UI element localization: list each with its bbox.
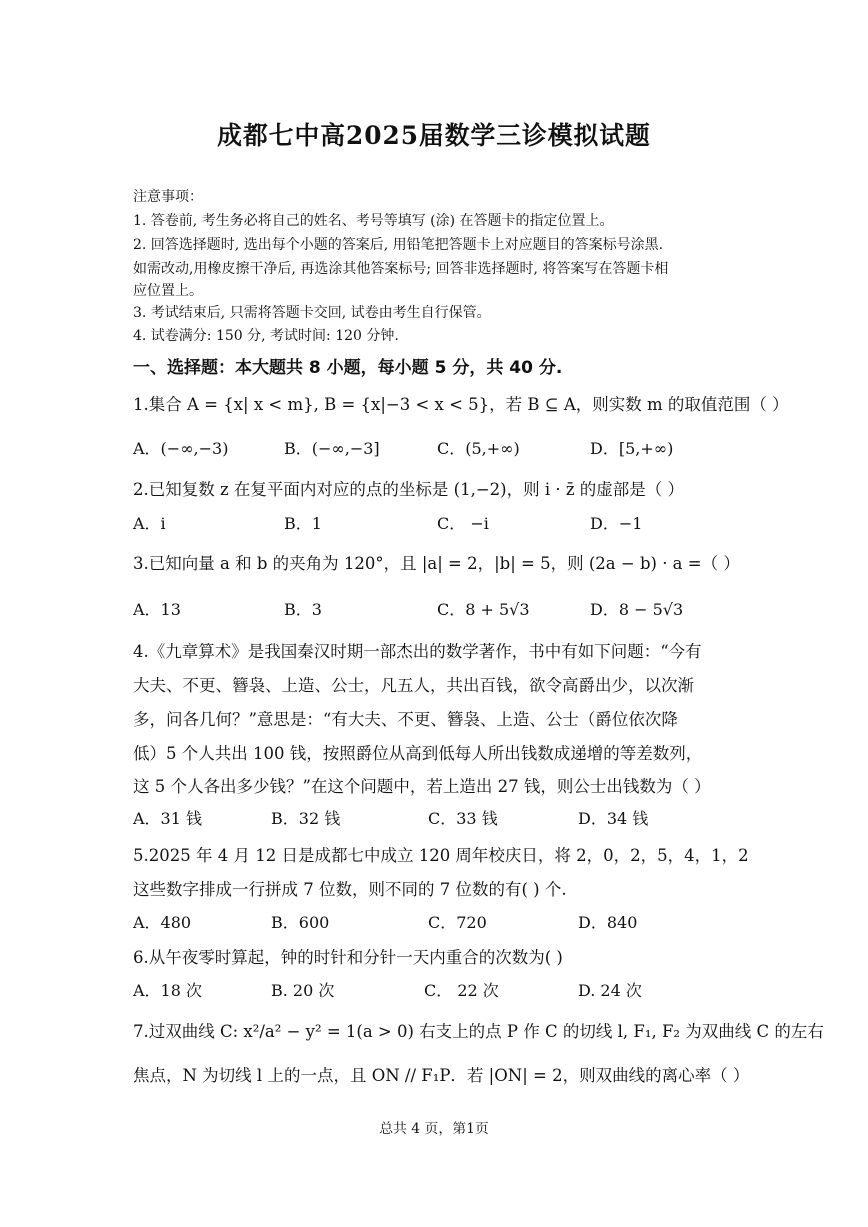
note-2-end: 应位置上。 — [133, 283, 203, 299]
question-4-line-5: 这 5 个人各出多少钱？”在这个问题中，若上造出 27 钱，则公士出钱数为（ ） — [133, 777, 711, 796]
question-3-option-c: C．8 + 5√3 — [437, 600, 530, 619]
question-5-option-b: B．600 — [271, 913, 330, 932]
question-3-stem: 3.已知向量 a 和 b 的夹角为 120°，且 |a| = 2，|b| = 5，则 (2a − b) · a =（ ） — [133, 554, 740, 573]
question-7-line-2: 焦点，N 为切线 l 上的一点，且 ON // F₁P．若 |ON| = 2，则双曲线的离心率（ ） — [133, 1066, 750, 1085]
question-2-option-a: A．i — [133, 514, 166, 533]
note-2: 2. 回答选择题时, 选出每个小题的答案后, 用铅笔把答题卡上对应题目的答案标号涂黑. — [133, 237, 664, 253]
question-4-option-c: C．33 钱 — [428, 809, 498, 828]
section-heading: 一、选择题：本大题共 8 小题，每小题 5 分，共 40 分. — [133, 358, 563, 378]
note-3: 3. 考试结束后, 只需将答题卡交回, 试卷由考生自行保管。 — [133, 305, 491, 321]
note-2-cont: 如需改动,用橡皮擦干净后, 再选涂其他答案标号; 回答非选择题时, 将答案写在答题卡相 — [133, 261, 669, 277]
question-1-option-b: B．(−∞,−3] — [284, 439, 380, 458]
question-5-option-a: A．480 — [133, 913, 192, 932]
question-5-line-1: 5.2025 年 4 月 12 日是成都七中成立 120 周年校庆日，将 2，0，2，5，4，1，2 — [133, 846, 749, 865]
question-4-option-d: D．34 钱 — [578, 809, 649, 828]
question-3-option-a: A．13 — [133, 600, 181, 619]
notes-heading: 注意事项： — [133, 189, 203, 205]
question-4-line-3: 多，问各几何？”意思是：“有大夫、不更、簪袅、上造、公士（爵位依次降 — [133, 710, 678, 729]
question-4-line-1: 4.《九章算术》是我国秦汉时期一部杰出的数学著作，书中有如下问题：“今有 — [133, 642, 702, 661]
question-1-option-c: C．(5,+∞) — [437, 439, 520, 458]
question-4-line-4: 低）5 个人共出 100 钱，按照爵位从高到低每人所出钱数成递增的等差数列， — [133, 744, 703, 763]
page-footer: 总共 4 页，第1页 — [379, 1121, 489, 1137]
question-2-stem: 2.已知复数 z 在复平面内对应的点的坐标是 (1,−2)，则 i · z̄ 的虚部是（ ） — [133, 480, 685, 499]
note-4: 4. 试卷满分: 150 分, 考试时间: 120 分钟. — [133, 328, 399, 344]
question-3-option-b: B．3 — [284, 600, 322, 619]
page-title: 成都七中高2025届数学三诊模拟试题 — [217, 121, 651, 150]
question-5-option-c: C．720 — [428, 913, 487, 932]
question-6-option-b: B. 20 次 — [271, 981, 335, 1000]
question-5-line-2: 这些数字排成一行拼成 7 位数，则不同的 7 位数的有( ) 个. — [133, 880, 567, 899]
question-1-option-d: D．[5,+∞) — [590, 439, 674, 458]
question-6-option-a: A．18 次 — [133, 981, 203, 1000]
question-3-option-d: D．8 − 5√3 — [590, 600, 684, 619]
question-6-stem: 6.从午夜零时算起，钟的时针和分针一天内重合的次数为( ) — [133, 948, 563, 967]
question-2-option-b: B．1 — [284, 514, 322, 533]
question-1-option-a: A．(−∞,−3) — [133, 439, 229, 458]
question-2-option-d: D．−1 — [590, 514, 643, 533]
question-6-option-c: C． 22 次 — [424, 981, 499, 1000]
question-7-line-1: 7.过双曲线 C: x²/a² − y² = 1(a > 0) 右支上的点 P 作 C 的切线 l, F₁, F₂ 为双曲线 C 的左右 — [133, 1022, 824, 1041]
question-6-option-d: D. 24 次 — [578, 981, 642, 1000]
question-2-option-c: C． −i — [437, 514, 489, 533]
question-1-stem: 1.集合 A = {x| x < m}, B = {x|−3 < x < 5}，若 B ⊆ A，则实数 m 的取值范围（ ） — [133, 395, 789, 414]
question-4-line-2: 大夫、不更、簪袅、上造、公士，凡五人，共出百钱，欲令高爵出少，以次渐 — [133, 676, 694, 695]
question-4-option-b: B．32 钱 — [271, 809, 341, 828]
note-1: 1. 答卷前, 考生务必将自己的姓名、考号等填写 (涂) 在答题卡的指定位置上。 — [133, 213, 614, 229]
question-5-option-d: D．840 — [578, 913, 638, 932]
question-4-option-a: A．31 钱 — [133, 809, 203, 828]
